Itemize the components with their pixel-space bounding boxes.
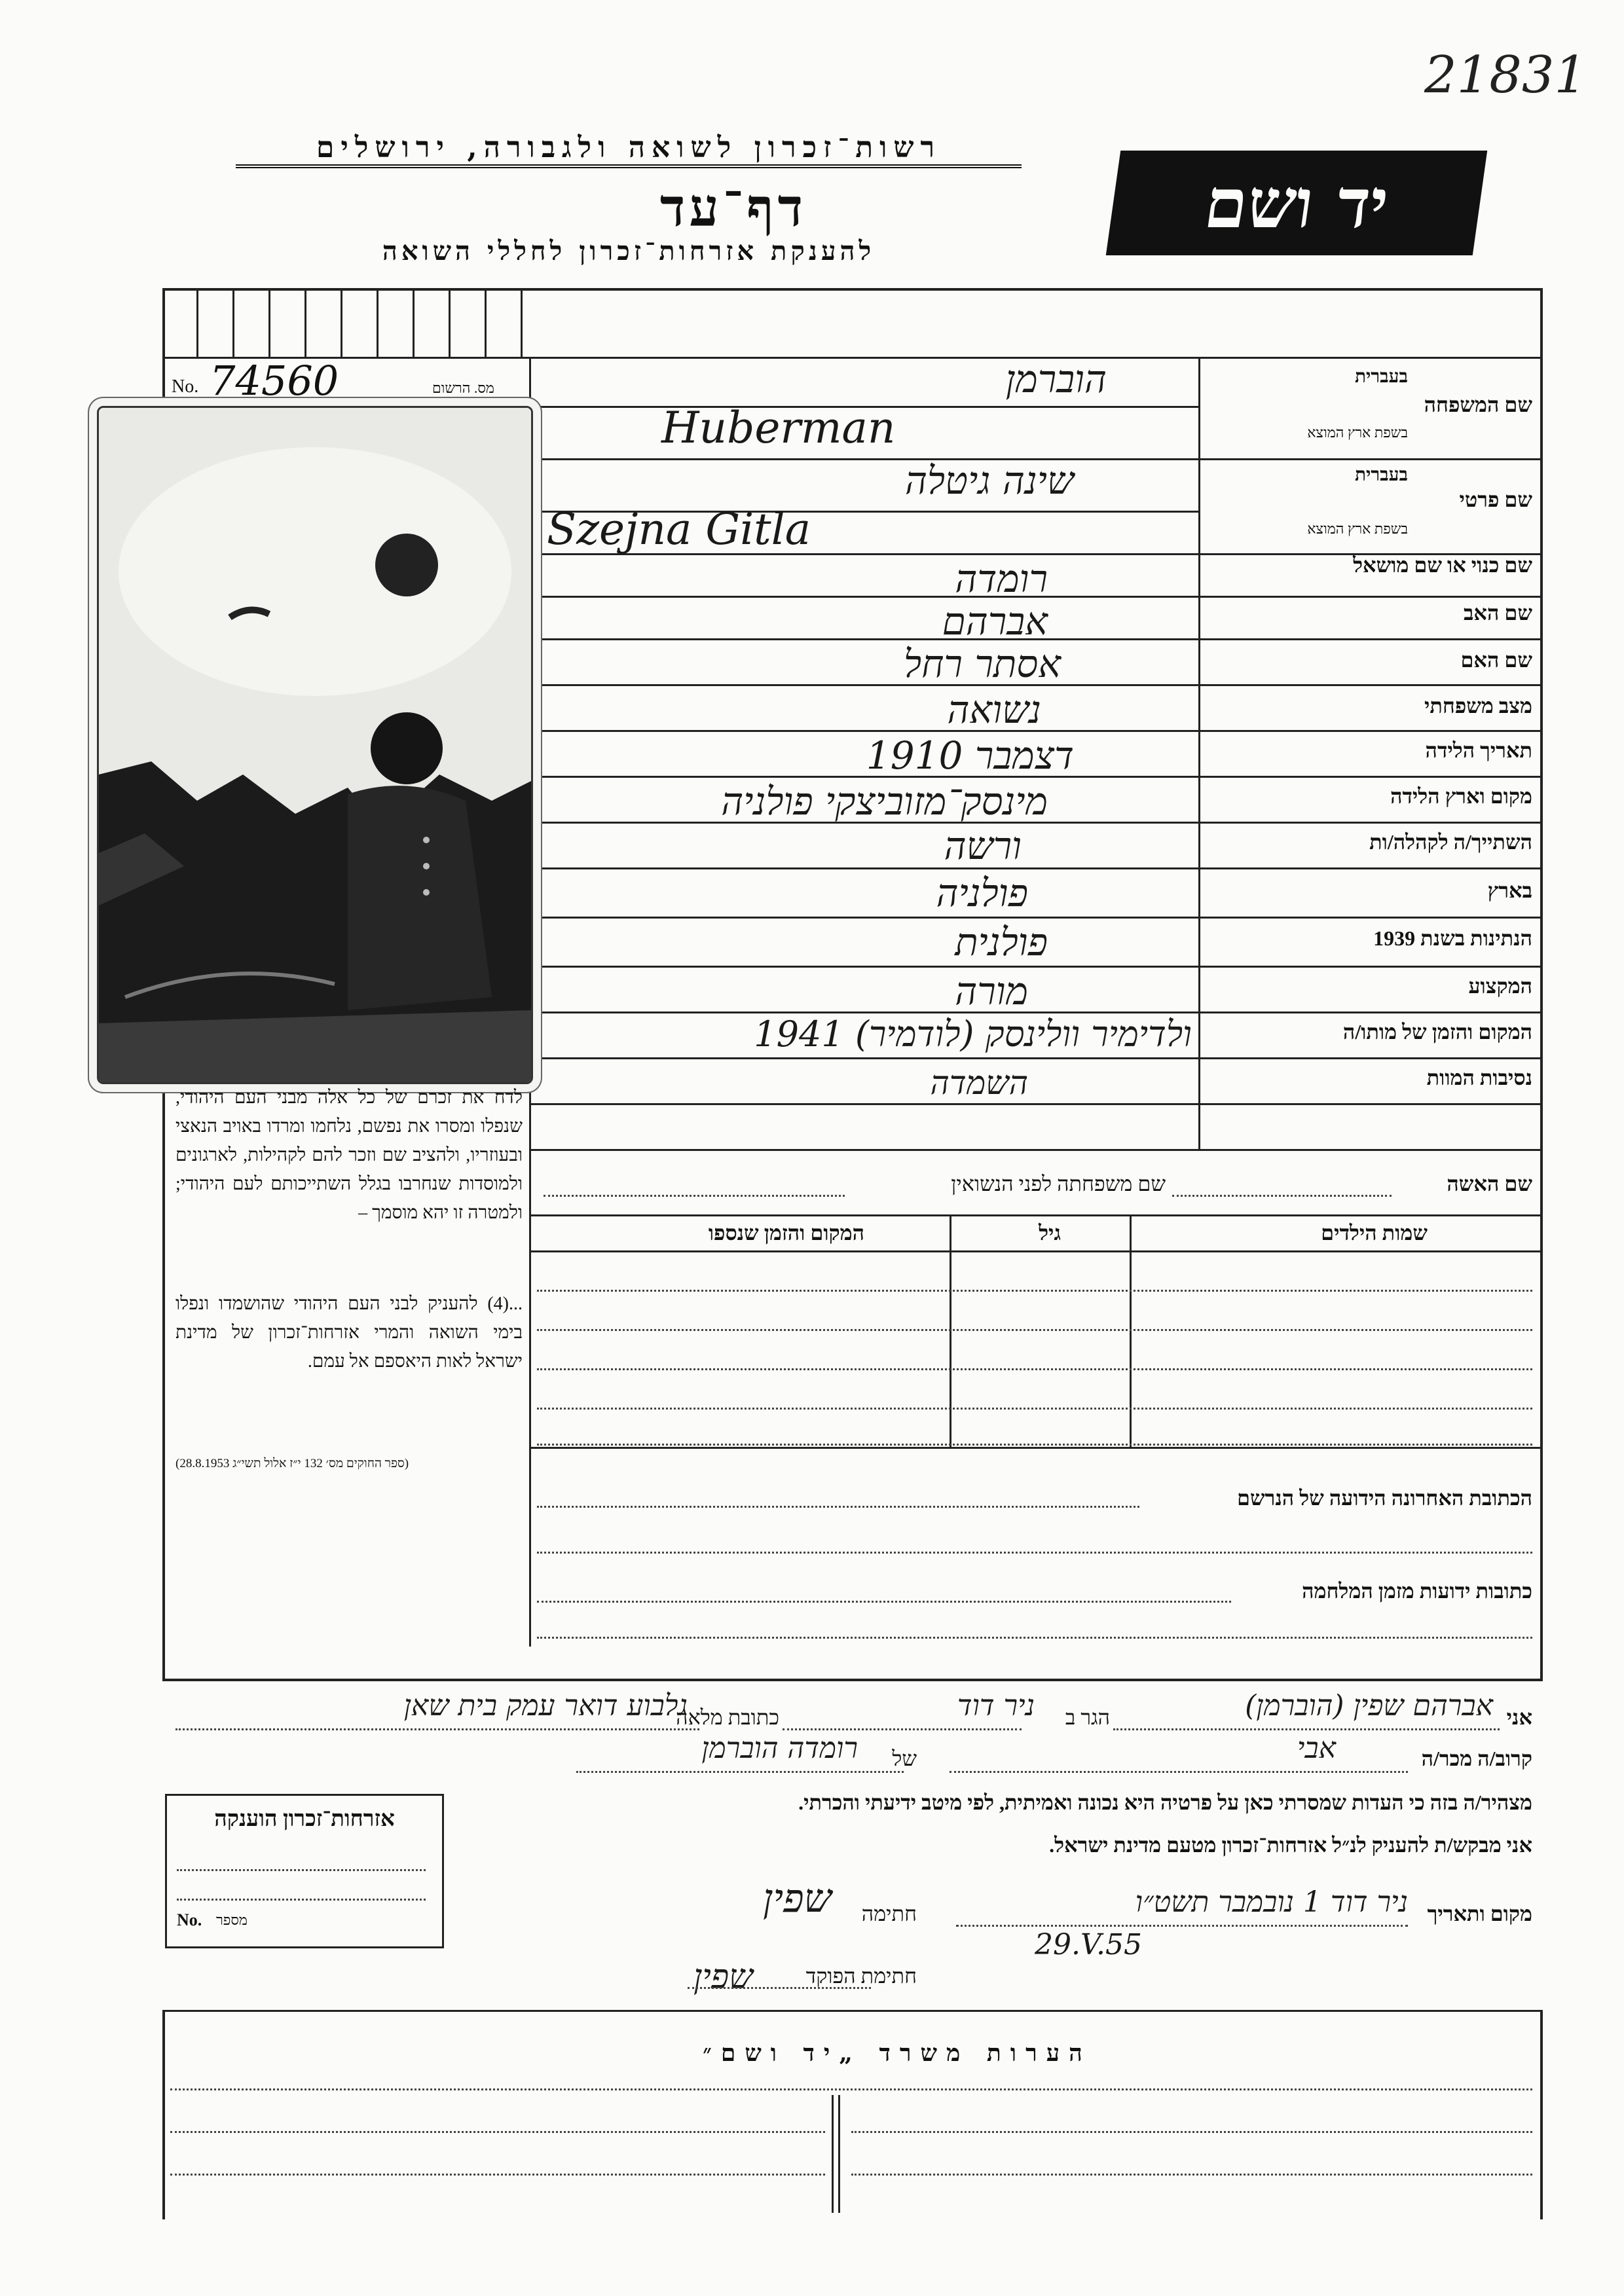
registration-label: מס. הרשום — [432, 380, 494, 396]
community-label: השתייך/ה לקהלה/ות — [1369, 830, 1532, 854]
declaration-text: מצהיר/ה בזה כי העדות שמסרתי כאן על פרטיה היא נכונה ואמיתית, לפי מיטב ידיעתי והכרתי. — [798, 1791, 1532, 1814]
death-value: ולדימיר וולינסק (לודמיר) 1941 — [754, 1013, 1192, 1055]
of-label: של — [892, 1747, 917, 1770]
of-value: רומדה הוברמן — [701, 1732, 858, 1765]
resides-label: הגר ב — [1065, 1705, 1110, 1729]
signature-label: חתימה — [861, 1902, 917, 1925]
family-name-latin: Huberman — [661, 403, 896, 453]
registration-no-label: No. — [172, 376, 199, 397]
citizenship-label: הנתינות בשנת 1939 — [1373, 926, 1532, 950]
place-date-label: מקום ותאריך — [1427, 1902, 1532, 1925]
archive-number: 21831 — [1424, 46, 1587, 105]
community-value: ורשה — [944, 824, 1022, 868]
first-name-latin: Szejna Gitla — [547, 504, 811, 555]
notes-title: הערות משרד „יד ושם״ — [703, 2039, 1092, 2067]
death-circ-value: השמדה — [930, 1064, 1028, 1102]
birth-date-value: דצמבר 1910 — [866, 733, 1074, 778]
law-text-paragraph-2: ...(4) להעניק לבני העם היהודי שהושמדו ונפלו בימי השואה והמרי אזרחות־זכרון של מדינת ישראל לאות היאספם אל עמם. — [175, 1294, 523, 1372]
nickname-value: רומדה — [955, 556, 1048, 601]
birth-date-label: תאריך הלידה — [1425, 738, 1532, 762]
law-citation: (ספר החוקים מס׳ 132 י״ז אלול תשי״ג 28.8.1953) — [175, 1457, 409, 1470]
marital-label: מצב משפחתי — [1424, 694, 1532, 718]
officer-signature: שפין — [693, 1958, 753, 1997]
citizenship-no-label: No. — [177, 1910, 202, 1929]
form-title: דף־עד — [659, 177, 807, 238]
children-place-header: המקום והזמן שנספו — [708, 1221, 864, 1245]
mother-label: שם האם — [1460, 648, 1532, 672]
resides-value: ניר דוד — [957, 1689, 1035, 1722]
form-subtitle: להענקת אזרחות־זכרון לחללי השואה — [382, 236, 876, 266]
yad-vashem-logo: יד ושם — [1106, 151, 1487, 255]
country-label: בארץ — [1487, 879, 1532, 902]
war-addresses-label: כתובות ידועות מזמן המלחמה — [1302, 1579, 1532, 1603]
citizenship-number-label: מספר — [216, 1912, 248, 1928]
last-address-label: הכתובת האחרונה הידועה של הנרשם — [1237, 1486, 1532, 1510]
maiden-name-label: שם משפחתה לפני הנשואין — [951, 1172, 1166, 1195]
notes-frame — [162, 2010, 1543, 2219]
nickname-label: שם כנוי או שם מושאל — [1353, 553, 1532, 577]
law-text-paragraph-1: לדח את זכרם של כל אלה מבני העם היהודי, שנפלו ומסרו את נפשם, נלחמו ומרדו באויב הנאצי ובעוזריו, ולהציב שם וזכר להם לקהילות, לארגונים ולמוסדות שנחרבו בגלל השתייכותם לעם היהודי; ולמטרה זו יהא מוסמך – — [175, 1087, 523, 1223]
country-value: פולניה — [936, 871, 1028, 915]
full-address-value: גלבוע דואר עמק בית שאן — [403, 1689, 688, 1722]
citizenship-awarded-title: אזרחות־זכרון הוענקה — [214, 1807, 395, 1831]
declarant-signature: שפין — [763, 1876, 832, 1922]
authority-name: רשות־זכרון לשואה ולגבורה, ירושלים — [236, 131, 1022, 168]
request-text: אני מבקש/ת להעניק לנ״ל אזרחות־זכרון מטעם מדינת ישראל. — [1049, 1833, 1532, 1857]
death-circ-label: נסיבות המוות — [1426, 1066, 1532, 1089]
first-origin-lang-label: בשפת ארץ המוצא — [1307, 520, 1408, 537]
relative-value: אבי — [1297, 1732, 1336, 1765]
citizenship-value: פולנית — [955, 920, 1048, 964]
profession-label: המקצוע — [1468, 974, 1532, 998]
children-names-header: שמות הילדים — [1321, 1221, 1428, 1245]
declarant-i-label: אני — [1506, 1705, 1532, 1729]
family-hebrew-label: בעברית — [1354, 367, 1408, 387]
birth-place-value: מינסק־מזוביצקי פולניה — [721, 779, 1048, 824]
profession-value: מורה — [955, 969, 1028, 1013]
death-label: המקום והזמן של מותו/ה — [1342, 1020, 1532, 1044]
family-origin-lang-label: בשפת ארץ המוצא — [1307, 424, 1408, 441]
marital-value: נשואה — [947, 687, 1041, 732]
first-name-label: שם פרטי — [1459, 488, 1532, 511]
mother-value: אסתר רחל — [903, 642, 1061, 686]
children-age-header: גיל — [1039, 1221, 1061, 1245]
first-name-hebrew: שינה גיטלה — [904, 458, 1074, 503]
relative-label: קרוב/ה מכר/ה — [1421, 1747, 1532, 1770]
place-date-value: ניר דוד 1 נובמבר תשט״ו — [1135, 1886, 1408, 1919]
victim-photo — [97, 406, 533, 1084]
father-label: שם האב — [1464, 601, 1532, 625]
declarant-name: אברהם שפין (הוברמן) — [1245, 1689, 1493, 1722]
father-value: אברהם — [942, 599, 1048, 644]
date-written: 29.V.55 — [1035, 1928, 1143, 1961]
officer-signature-label: חתימת הפוקד — [805, 1964, 917, 1988]
wife-label: שם האשה — [1447, 1172, 1532, 1195]
registration-number: 74560 — [210, 357, 339, 405]
family-name-label: שם המשפחה — [1424, 393, 1532, 416]
birth-place-label: מקום וארץ הלידה — [1390, 784, 1532, 808]
family-name-hebrew: הוברמן — [1005, 357, 1107, 401]
full-address-label: כתובת מלאה — [676, 1705, 779, 1729]
first-hebrew-label: בעברית — [1354, 465, 1408, 485]
